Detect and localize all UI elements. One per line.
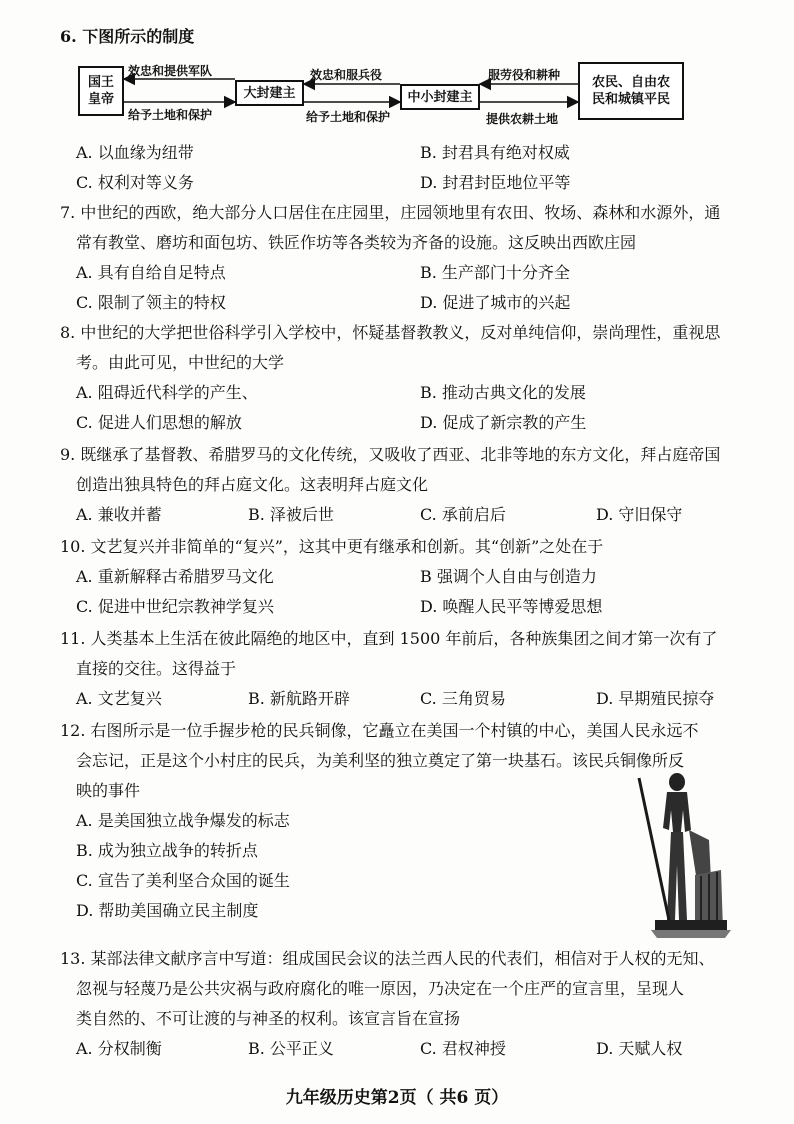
label-up-1: 效忠和提供军队 xyxy=(128,64,213,78)
q11-option-d: D. 早期殖民掠夺 xyxy=(596,689,715,708)
q12-stem-line2: 会忘记，正是这个小村庄的民兵，为美利坚的独立奠定了第一块基石。该民兵铜像所反 xyxy=(76,751,685,770)
q6-option-d: D. 封君封臣地位平等 xyxy=(420,173,571,192)
q13-option-a: A. 分权制衡 xyxy=(76,1039,162,1058)
question-10 xyxy=(60,532,750,622)
q9-stem-line1: 9. 既继承了基督教、希腊罗马的文化传统，又吸收了西亚、北非等地的东方文化，拜占庭帝国 xyxy=(60,445,721,464)
q11-option-a: A. 文艺复兴 xyxy=(76,689,162,708)
label-down-1: 给予土地和保护 xyxy=(128,108,213,122)
page-footer: 九年级历史第2页（ 共6 页） xyxy=(285,1088,509,1108)
box-great-lord: 大封建主 xyxy=(235,80,304,106)
q7-stem-line1: 7. 中世纪的西欧，绝大部分人口居住在庄园里，庄园领地里有农田、牧场、森林和水源外，通 xyxy=(60,203,721,222)
q8-stem-line2: 考。由此可见，中世纪的大学 xyxy=(76,353,285,372)
q8-option-a: A. 阻碍近代科学的产生、 xyxy=(76,383,258,402)
q10-stem-line1: 10. 文艺复兴并非简单的“复兴”，这其中更有继承和创新。其“创新”之处在于 xyxy=(60,537,604,556)
q8-stem-line1: 8. 中世纪的大学把世俗科学引入学校中，怀疑基督教教义，反对单纯信仰，崇尚理性，重视思 xyxy=(60,323,721,342)
q8-option-d: D. 促成了新宗教的产生 xyxy=(420,413,587,432)
box-king-line2: 皇帝 xyxy=(87,92,114,107)
q9-option-b: B. 泽被后世 xyxy=(248,505,334,524)
q13-stem-line3: 类自然的、不可让渡的与神圣的权利。该宣言旨在宣扬 xyxy=(76,1009,461,1028)
q13-stem-line2: 忽视与轻蔑乃是公共灾祸与政府腐化的唯一原因，乃决定在一个庄严的宣言里，呈现人 xyxy=(76,979,685,998)
q6-option-a: A. 以血缘为纽带 xyxy=(76,143,194,162)
question-6-options xyxy=(60,138,750,198)
question-11 xyxy=(60,624,750,714)
box-peasants-line2: 民和城镇平民 xyxy=(591,92,670,107)
question-8 xyxy=(60,318,750,438)
q12-option-c: C. 宣告了美利坚合众国的诞生 xyxy=(76,871,290,890)
q10-option-d: D. 唤醒人民平等博爱思想 xyxy=(420,597,603,616)
q11-stem-line2: 直接的交往。这得益于 xyxy=(76,659,237,678)
q13-option-b: B. 公平正义 xyxy=(248,1039,334,1058)
feudal-diagram xyxy=(0,0,794,140)
box-peasants-line1: 农民、自由农 xyxy=(591,75,670,90)
box-small-lord: 中小封建主 xyxy=(400,84,480,110)
q10-option-b: B 强调个人自由与创造力 xyxy=(420,567,597,586)
q11-stem-line1: 11. 人类基本上生活在彼此隔绝的地区中，直到 1500 年前后，各种族集团之间才第一次有了 xyxy=(60,629,718,648)
q8-option-b: B. 推动古典文化的发展 xyxy=(420,383,586,402)
question-13 xyxy=(60,944,750,1064)
q10-option-a: A. 重新解释古希腊罗马文化 xyxy=(76,567,274,586)
q10-option-c: C. 促进中世纪宗教神学复兴 xyxy=(76,597,274,616)
q12-stem-line1: 12. 右图所示是一位手握步枪的民兵铜像，它矗立在美国一个村镇的中心，美国人民永远不 xyxy=(60,721,699,740)
q13-option-c: C. 君权神授 xyxy=(420,1039,506,1058)
box-peasants xyxy=(578,62,684,120)
box-king-line1: 国王 xyxy=(87,75,114,90)
question-7 xyxy=(60,198,750,318)
q9-option-a: A. 兼收并蓄 xyxy=(76,505,162,524)
q9-option-c: C. 承前启后 xyxy=(420,505,506,524)
q12-stem-line3: 映的事件 xyxy=(76,781,141,800)
question-6-stem: 6. 下图所示的制度 xyxy=(60,27,195,46)
label-up-2: 效忠和服兵役 xyxy=(310,68,383,82)
label-down-3: 提供农耕土地 xyxy=(486,112,559,126)
q6-option-b: B. 封君具有绝对权威 xyxy=(420,143,570,162)
q11-option-b: B. 新航路开辟 xyxy=(248,689,350,708)
q7-stem-line2: 常有教堂、磨坊和面包坊、铁匠作坊等各类较为齐备的设施。这反映出西欧庄园 xyxy=(76,233,637,252)
q7-option-c: C. 限制了领主的特权 xyxy=(76,293,226,312)
q13-stem-line1: 13. 某部法律文献序言中写道：组成国民会议的法兰西人民的代表们，相信对于人权的无知、 xyxy=(60,949,715,968)
q12-option-b: B. 成为独立战争的转折点 xyxy=(76,841,258,860)
q8-option-c: C. 促进人们思想的解放 xyxy=(76,413,242,432)
q6-option-c: C. 权利对等义务 xyxy=(76,173,194,192)
q7-option-d: D. 促进了城市的兴起 xyxy=(420,293,571,312)
q9-option-d: D. 守旧保守 xyxy=(596,505,683,524)
box-king xyxy=(78,66,124,116)
label-up-3: 服劳役和耕种 xyxy=(488,68,561,82)
q13-option-d: D. 天赋人权 xyxy=(596,1039,683,1058)
q7-option-a: A. 具有自给自足特点 xyxy=(76,263,226,282)
question-9 xyxy=(60,440,750,530)
q9-stem-line2: 创造出独具特色的拜占庭文化。这表明拜占庭文化 xyxy=(76,475,429,494)
militia-statue-image xyxy=(625,770,735,940)
q12-option-a: A. 是美国独立战争爆发的标志 xyxy=(76,811,290,830)
q7-option-b: B. 生产部门十分齐全 xyxy=(420,263,570,282)
q11-option-c: C. 三角贸易 xyxy=(420,689,506,708)
label-down-2: 给予土地和保护 xyxy=(306,110,391,124)
q12-option-d: D. 帮助美国确立民主制度 xyxy=(76,901,259,920)
